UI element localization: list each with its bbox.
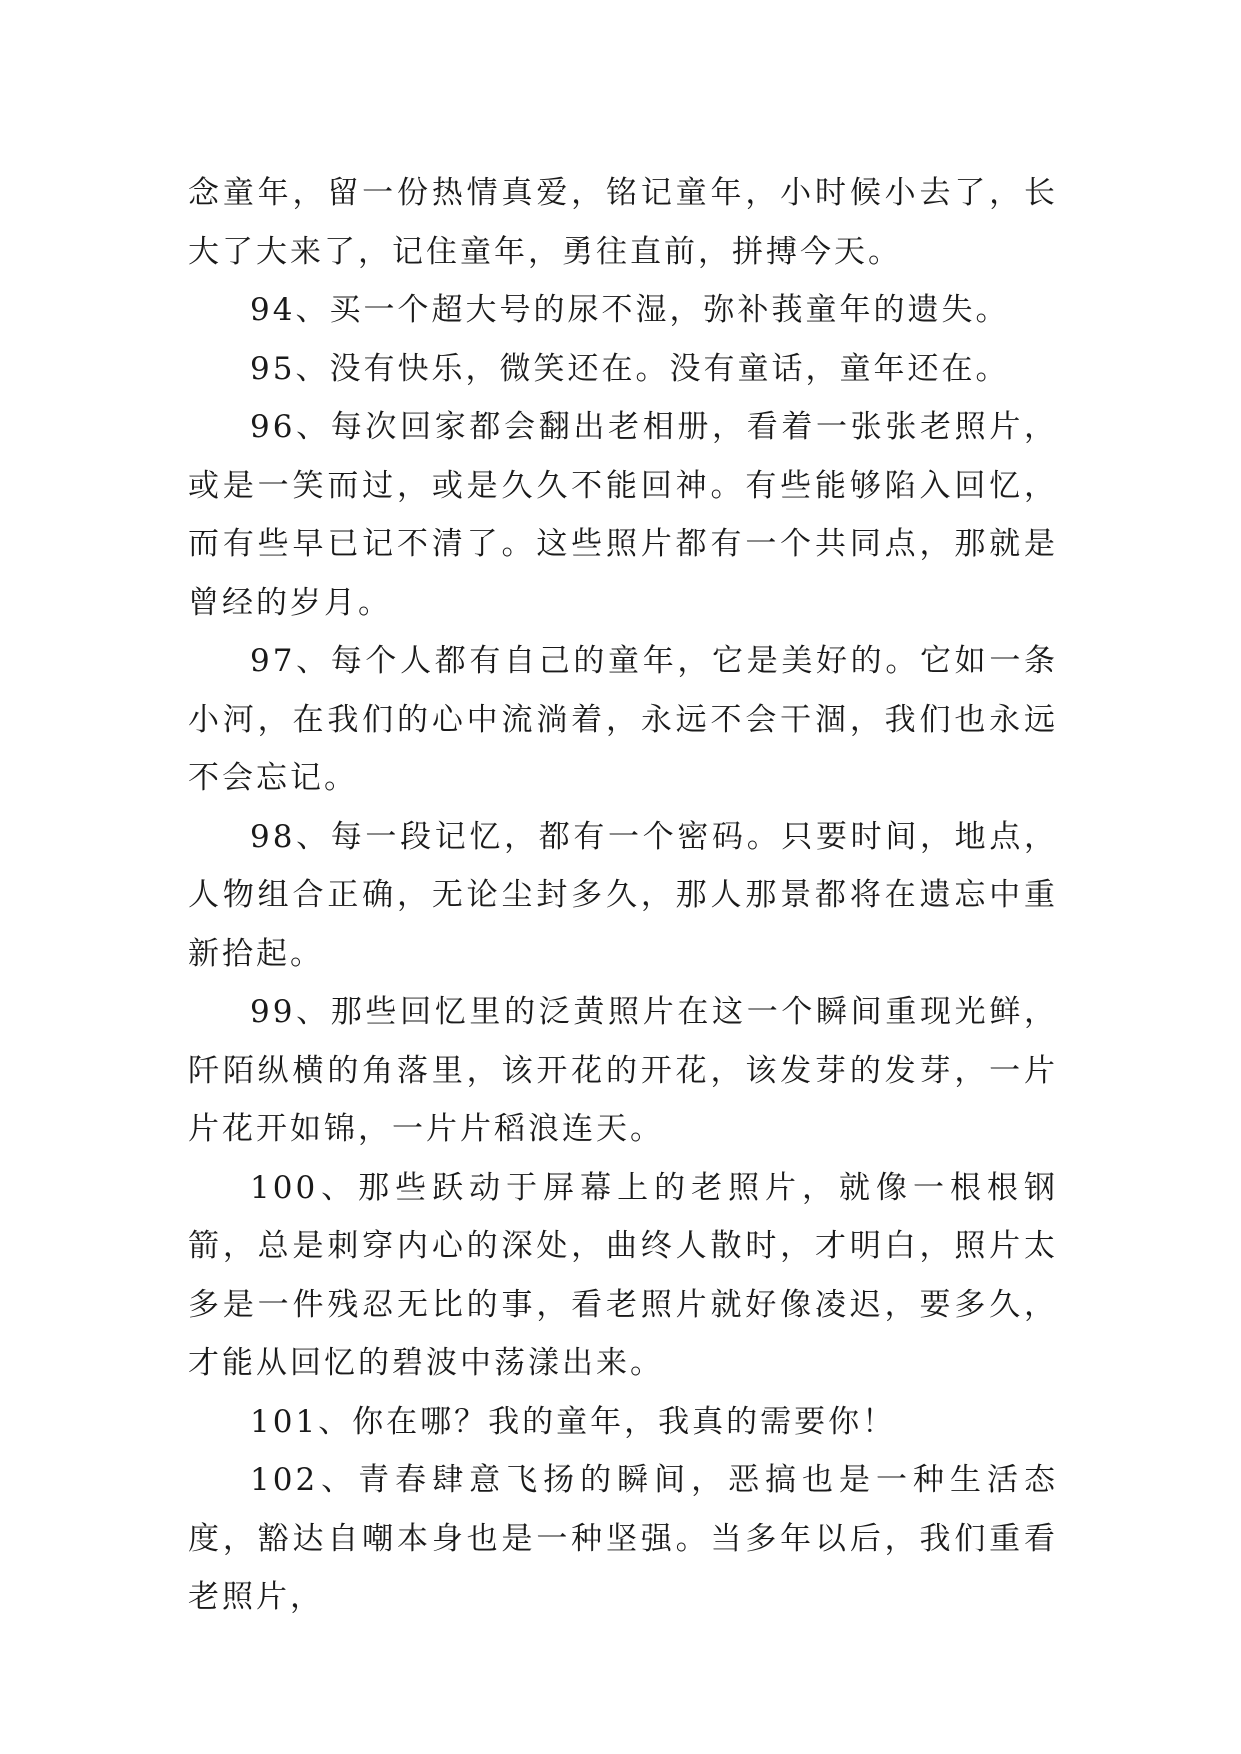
paragraph-96: 96、每次回家都会翻出老相册，看着一张张老照片，或是一笑而过，或是久久不能回神。有些能够陷入回忆，而有些早已记不清了。这些照片都有一个共同点，那就是曾经的岁月。	[188, 409, 1058, 621]
paragraph-continuation: 念童年，留一份热情真爱，铭记童年，小时候小去了，长大了大来了，记住童年，勇往直前，拼搏今天。	[188, 175, 1058, 270]
paragraph-101: 101、你在哪？我的童年，我真的需要你！	[250, 1403, 897, 1440]
paragraph-98: 98、每一段记忆，都有一个密码。只要时间，地点，人物组合正确，无论尘封多久，那人那景都将在遗忘中重新拾起。	[188, 818, 1058, 972]
paragraph-102: 102、青春肆意飞扬的瞬间，恶搞也是一种生活态度，豁达自嘲本身也是一种坚强。当多年以后，我们重看老照片，	[188, 1462, 1058, 1615]
paragraph-99: 99、那些回忆里的泛黄照片在这一个瞬间重现光鲜，阡陌纵横的角落里，该开花的开花，该发芽的发芽，一片片花开如锦，一片片稻浪连天。	[188, 994, 1058, 1147]
paragraph-95: 95、没有快乐，微笑还在。没有童话，童年还在。	[250, 350, 1010, 387]
paragraph-100: 100、那些跃动于屏幕上的老照片，就像一根根钢箭，总是刺穿内心的深处，曲终人散时，才明白，照片太多是一件残忍无比的事，看老照片就好像凌迟，要多久，才能从回忆的碧波中荡漾出来。	[188, 1169, 1058, 1381]
paragraph-94: 94、买一个超大号的尿不湿，弥补莪童年的遗失。	[250, 292, 1010, 328]
document-body	[188, 164, 1058, 1627]
paragraph-97: 97、每个人都有自己的童年，它是美好的。它如一条小河，在我们的心中流淌着，永远不会干涸，我们也永远不会忘记。	[188, 643, 1058, 796]
